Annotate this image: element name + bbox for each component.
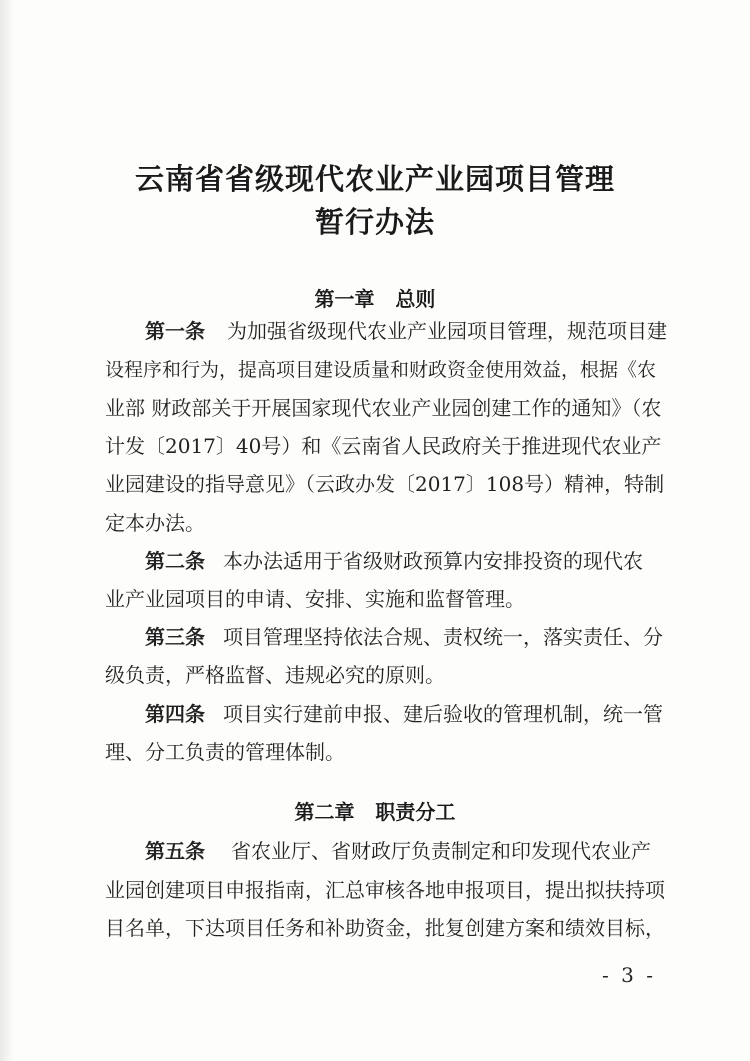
chapter-2-heading: 第二章 职责分工 [294, 800, 456, 824]
article-4-text-1: 项目实行建前申报、建后验收的管理机制，统一管 [223, 702, 663, 726]
article-3-line-2: 级负责，严格监督、违规必究的原则。 [105, 663, 445, 687]
article-1-line-3: 业部 财政部关于开展国家现代农业产业园创建工作的通知》（农 [105, 396, 662, 420]
article-4-line-1 [105, 700, 665, 728]
article-1-line-5: 业园建设的指导意见》（云政办发〔2017〕108号）精神，特制 [105, 472, 665, 496]
article-5-line-3: 目名单，下达项目任务和补助资金，批复创建方案和绩效目标， [105, 916, 665, 940]
document-title-line-2: 暂行办法 [314, 205, 435, 239]
article-5-line-2: 业园创建项目申报指南，汇总审核各地申报项目，提出拟扶持项 [105, 878, 665, 902]
article-1-text-1: 为加强省级现代农业产业园项目管理，规范项目建 [227, 319, 667, 343]
article-1-line-4: 计发〔2017〕40号）和《云南省人民政府关于推进现代农业产 [105, 434, 662, 458]
article-3-text-1: 项目管理坚持依法合规、责权统一，落实责任、分 [223, 625, 663, 649]
article-4-line-2: 理、分工负责的管理体制。 [105, 740, 345, 764]
document-title-line-1: 云南省省级现代农业产业园项目管理 [134, 162, 615, 196]
article-1-label: 第一条 [145, 319, 205, 343]
article-5-text-1: 省农业厅、省财政厅负责制定和印发现代农业产 [231, 839, 651, 863]
article-2-line-2: 业产业园项目的申请、安排、实施和监督管理。 [105, 587, 525, 611]
chapter-1-heading: 第一章 总则 [314, 287, 436, 311]
page-number: - 3 - [602, 963, 656, 987]
article-1-line-1 [105, 317, 665, 345]
article-2-text-1: 本办法适用于省级财政预算内安排投资的现代农 [223, 549, 643, 573]
article-1-line-2: 设程序和行为，提高项目建设质量和财政资金使用效益，根据《农 [105, 359, 657, 381]
article-3-line-1 [105, 623, 665, 651]
article-5-label: 第五条 [145, 839, 205, 863]
article-2-label: 第二条 [145, 549, 205, 573]
article-3-label: 第三条 [145, 625, 205, 649]
article-1-line-6: 定本办法。 [105, 511, 205, 535]
article-2-line-1 [105, 547, 665, 575]
article-5-line-1 [105, 837, 665, 865]
article-4-label: 第四条 [145, 702, 205, 726]
